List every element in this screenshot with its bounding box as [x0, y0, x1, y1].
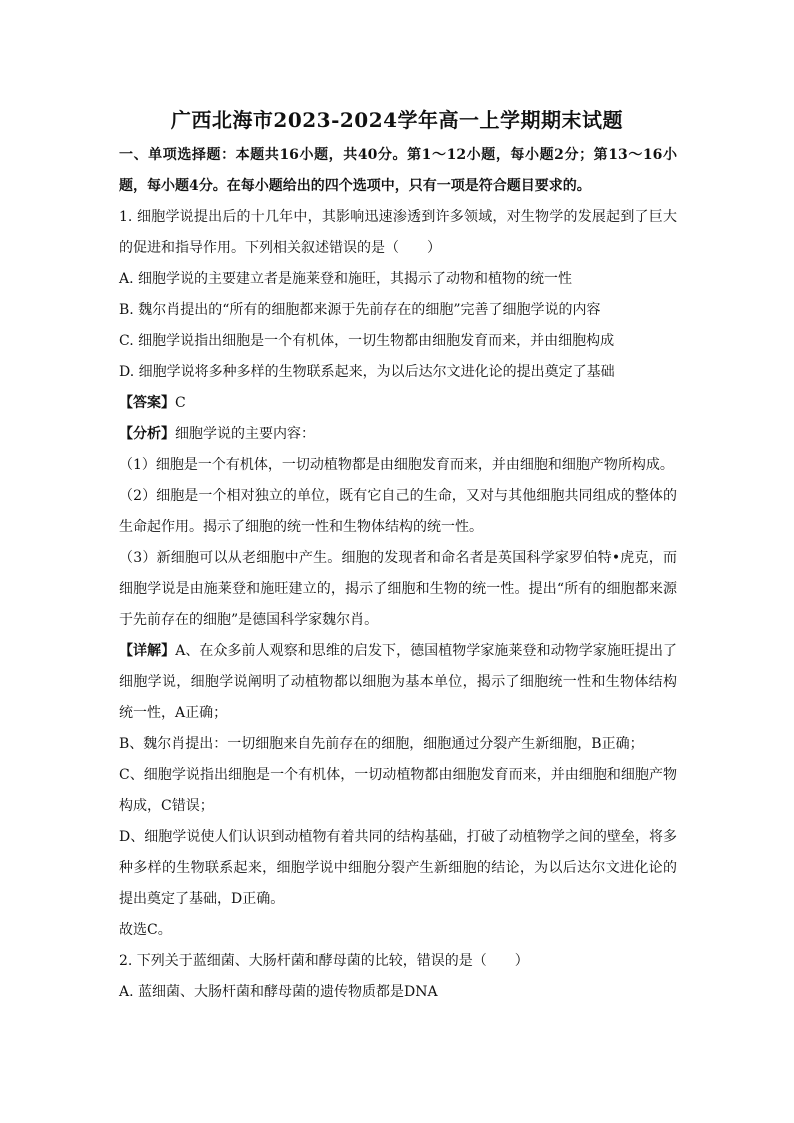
question-1-stem: 1. 细胞学说提出后的十几年中，其影响迅速渗透到许多领域，对生物学的发展起到了巨大的促进和指导作用。下列相关叙述错误的是（ ） — [119, 209, 677, 256]
question-1-option-b: B. 魏尔肖提出的“所有的细胞都来源于先前存在的细胞”完善了细胞学说的内容 — [119, 302, 601, 318]
question-1-analysis — [119, 419, 677, 450]
detail-intro: A、在众多前人观察和思维的启发下，德国植物学家施莱登和动物学家施旺提出了细胞学说，细胞学说阐明了动植物都以细胞为基本单位，揭示了细胞统一性和生物体结构统一性，A正确； — [119, 643, 678, 721]
question-1-answer — [119, 388, 677, 419]
answer-tag: 【答案】 — [119, 395, 175, 411]
detail-tag: 【详解】 — [119, 643, 176, 659]
detail-point-d: D、细胞学说使人们认识到动植物有着共同的结构基础，打破了动植物学之间的壁垒，将多种多样的生物联系起来，细胞学说中细胞分裂产生新细胞的结论，为以后达尔文进化论的提出奠定了基础，D正确。 — [119, 829, 677, 907]
document-title: 广西北海市2023-2024学年高一上学期期末试题 — [170, 108, 624, 132]
question-2-option-a: A. 蓝细菌、大肠杆菌和酵母菌的遗传物质都是DNA — [119, 984, 438, 1000]
question-1-option-d: D. 细胞学说将多种多样的生物联系起来，为以后达尔文进化论的提出奠定了基础 — [119, 364, 615, 380]
question-2-stem: 2. 下列关于蓝细菌、大肠杆菌和酵母菌的比较，错误的是（ ） — [119, 953, 529, 969]
answer-value: C — [175, 395, 186, 411]
analysis-intro: 细胞学说的主要内容： — [175, 426, 315, 442]
section-heading: 一、单项选择题：本题共16小题，共40分。第1～12小题，每小题2分；第13～16小题，每小题4分。在每小题给出的四个选项中，只有一项是符合题目要求的。 — [119, 147, 677, 194]
question-1-option-a: A. 细胞学说的主要建立者是施莱登和施旺，其揭示了动物和植物的统一性 — [119, 271, 573, 287]
detail-point-b: B、魏尔肖提出：一切细胞来自先前存在的细胞，细胞通过分裂产生新细胞，B正确； — [119, 736, 644, 752]
analysis-tag: 【分析】 — [119, 426, 175, 442]
analysis-point-2: （2）细胞是一个相对独立的单位，既有它自己的生命，又对与其他细胞共同组成的整体的生命起作用。揭示了细胞的统一性和生物体结构的统一性。 — [119, 488, 677, 535]
analysis-point-3: （3）新细胞可以从老细胞中产生。细胞的发现者和命名者是英国科学家罗伯特•虎克，而细胞学说是由施莱登和施旺建立的，揭示了细胞和生物的统一性。提出“所有的细胞都来源于先前存在的细胞”是德国科学家魏尔肖。 — [119, 550, 677, 628]
document-body — [119, 140, 677, 1008]
detail-point-c: C、细胞学说指出细胞是一个有机体，一切动植物都由细胞发育而来，并由细胞和细胞产物构成，C错误； — [119, 767, 677, 814]
question-1-detail — [119, 636, 677, 729]
question-1-conclusion: 故选C。 — [119, 922, 172, 938]
analysis-point-1: （1）细胞是一个有机体，一切动植物都是由细胞发育而来，并由细胞和细胞产物所构成。 — [119, 457, 674, 473]
question-1-option-c: C. 细胞学说指出细胞是一个有机体，一切生物都由细胞发育而来，并由细胞构成 — [119, 333, 615, 349]
